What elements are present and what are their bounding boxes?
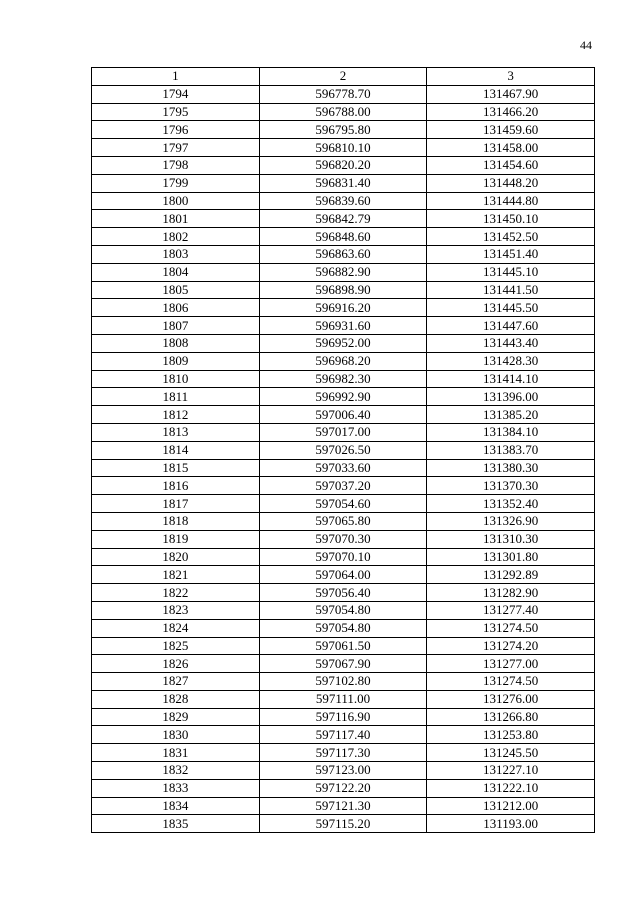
- point-number-cell: 1802: [92, 228, 260, 246]
- y-coordinate-cell: 131310.30: [427, 530, 595, 548]
- y-coordinate-cell: 131212.00: [427, 797, 595, 815]
- x-coordinate-cell: 596848.60: [259, 228, 427, 246]
- y-coordinate-cell: 131380.30: [427, 459, 595, 477]
- point-number-cell: 1801: [92, 210, 260, 228]
- y-coordinate-cell: 131383.70: [427, 441, 595, 459]
- table-row: [92, 299, 595, 317]
- x-coordinate-cell: 597064.00: [259, 566, 427, 584]
- y-coordinate-cell: 131222.10: [427, 779, 595, 797]
- column-header-3: 3: [427, 68, 595, 86]
- x-coordinate-cell: 596778.70: [259, 85, 427, 103]
- point-number-cell: 1808: [92, 334, 260, 352]
- table-row: [92, 406, 595, 424]
- point-number-cell: 1812: [92, 406, 260, 424]
- x-coordinate-cell: 597054.80: [259, 601, 427, 619]
- x-coordinate-cell: 597117.30: [259, 744, 427, 762]
- x-coordinate-cell: 597111.00: [259, 690, 427, 708]
- point-number-cell: 1816: [92, 477, 260, 495]
- x-coordinate-cell: 597061.50: [259, 637, 427, 655]
- table-row: [92, 726, 595, 744]
- y-coordinate-cell: 131274.20: [427, 637, 595, 655]
- point-number-cell: 1818: [92, 512, 260, 530]
- y-coordinate-cell: 131326.90: [427, 512, 595, 530]
- x-coordinate-cell: 596842.79: [259, 210, 427, 228]
- x-coordinate-cell: 596810.10: [259, 139, 427, 157]
- table-header-row: [92, 68, 595, 86]
- table-row: [92, 619, 595, 637]
- point-number-cell: 1821: [92, 566, 260, 584]
- table-row: [92, 441, 595, 459]
- point-number-cell: 1832: [92, 762, 260, 780]
- table-row: [92, 423, 595, 441]
- table-row: [92, 708, 595, 726]
- table-row: [92, 103, 595, 121]
- y-coordinate-cell: 131274.50: [427, 619, 595, 637]
- y-coordinate-cell: 131441.50: [427, 281, 595, 299]
- x-coordinate-cell: 597037.20: [259, 477, 427, 495]
- point-number-cell: 1814: [92, 441, 260, 459]
- table-row: [92, 370, 595, 388]
- y-coordinate-cell: 131445.50: [427, 299, 595, 317]
- y-coordinate-cell: 131414.10: [427, 370, 595, 388]
- x-coordinate-cell: 597123.00: [259, 762, 427, 780]
- point-number-cell: 1805: [92, 281, 260, 299]
- table-row: [92, 281, 595, 299]
- point-number-cell: 1828: [92, 690, 260, 708]
- table-row: [92, 548, 595, 566]
- point-number-cell: 1809: [92, 352, 260, 370]
- y-coordinate-cell: 131274.50: [427, 673, 595, 691]
- y-coordinate-cell: 131459.60: [427, 121, 595, 139]
- point-number-cell: 1795: [92, 103, 260, 121]
- x-coordinate-cell: 596795.80: [259, 121, 427, 139]
- x-coordinate-cell: 597026.50: [259, 441, 427, 459]
- y-coordinate-cell: 131444.80: [427, 192, 595, 210]
- x-coordinate-cell: 597115.20: [259, 815, 427, 833]
- table-row: [92, 655, 595, 673]
- point-number-cell: 1810: [92, 370, 260, 388]
- y-coordinate-cell: 131450.10: [427, 210, 595, 228]
- point-number-cell: 1806: [92, 299, 260, 317]
- table-row: [92, 334, 595, 352]
- x-coordinate-cell: 597033.60: [259, 459, 427, 477]
- y-coordinate-cell: 131466.20: [427, 103, 595, 121]
- table-row: [92, 245, 595, 263]
- point-number-cell: 1798: [92, 156, 260, 174]
- point-number-cell: 1834: [92, 797, 260, 815]
- y-coordinate-cell: 131385.20: [427, 406, 595, 424]
- point-number-cell: 1815: [92, 459, 260, 477]
- table-row: [92, 690, 595, 708]
- table-row: [92, 139, 595, 157]
- table-row: [92, 156, 595, 174]
- table-row: [92, 797, 595, 815]
- x-coordinate-cell: 596788.00: [259, 103, 427, 121]
- x-coordinate-cell: 596882.90: [259, 263, 427, 281]
- y-coordinate-cell: 131454.60: [427, 156, 595, 174]
- table-row: [92, 192, 595, 210]
- point-number-cell: 1827: [92, 673, 260, 691]
- x-coordinate-cell: 597006.40: [259, 406, 427, 424]
- y-coordinate-cell: 131370.30: [427, 477, 595, 495]
- y-coordinate-cell: 131451.40: [427, 245, 595, 263]
- table-row: [92, 512, 595, 530]
- x-coordinate-cell: 596863.60: [259, 245, 427, 263]
- point-number-cell: 1826: [92, 655, 260, 673]
- y-coordinate-cell: 131448.20: [427, 174, 595, 192]
- point-number-cell: 1823: [92, 601, 260, 619]
- table-row: [92, 85, 595, 103]
- table-row: [92, 673, 595, 691]
- point-number-cell: 1817: [92, 495, 260, 513]
- y-coordinate-cell: 131352.40: [427, 495, 595, 513]
- x-coordinate-cell: 597116.90: [259, 708, 427, 726]
- point-number-cell: 1799: [92, 174, 260, 192]
- x-coordinate-cell: 597121.30: [259, 797, 427, 815]
- point-number-cell: 1824: [92, 619, 260, 637]
- x-coordinate-cell: 597070.10: [259, 548, 427, 566]
- table-row: [92, 228, 595, 246]
- point-number-cell: 1833: [92, 779, 260, 797]
- x-coordinate-cell: 596820.20: [259, 156, 427, 174]
- y-coordinate-cell: 131277.00: [427, 655, 595, 673]
- y-coordinate-cell: 131193.00: [427, 815, 595, 833]
- table-row: [92, 174, 595, 192]
- y-coordinate-cell: 131428.30: [427, 352, 595, 370]
- point-number-cell: 1794: [92, 85, 260, 103]
- point-number-cell: 1813: [92, 423, 260, 441]
- table-row: [92, 637, 595, 655]
- table-row: [92, 566, 595, 584]
- point-number-cell: 1819: [92, 530, 260, 548]
- point-number-cell: 1822: [92, 584, 260, 602]
- table-row: [92, 121, 595, 139]
- x-coordinate-cell: 597054.60: [259, 495, 427, 513]
- point-number-cell: 1804: [92, 263, 260, 281]
- x-coordinate-cell: 597067.90: [259, 655, 427, 673]
- x-coordinate-cell: 597056.40: [259, 584, 427, 602]
- x-coordinate-cell: 597065.80: [259, 512, 427, 530]
- column-header-2: 2: [259, 68, 427, 86]
- y-coordinate-cell: 131447.60: [427, 317, 595, 335]
- x-coordinate-cell: 596992.90: [259, 388, 427, 406]
- table-row: [92, 744, 595, 762]
- table-row: [92, 352, 595, 370]
- x-coordinate-cell: 597102.80: [259, 673, 427, 691]
- x-coordinate-cell: 596968.20: [259, 352, 427, 370]
- y-coordinate-cell: 131458.00: [427, 139, 595, 157]
- table-body: [92, 85, 595, 832]
- x-coordinate-cell: 596831.40: [259, 174, 427, 192]
- table-row: [92, 815, 595, 833]
- x-coordinate-cell: 597017.00: [259, 423, 427, 441]
- point-number-cell: 1796: [92, 121, 260, 139]
- column-header-1: 1: [92, 68, 260, 86]
- y-coordinate-cell: 131445.10: [427, 263, 595, 281]
- point-number-cell: 1807: [92, 317, 260, 335]
- table-row: [92, 459, 595, 477]
- x-coordinate-cell: 596898.90: [259, 281, 427, 299]
- table-row: [92, 530, 595, 548]
- y-coordinate-cell: 131443.40: [427, 334, 595, 352]
- x-coordinate-cell: 597070.30: [259, 530, 427, 548]
- point-number-cell: 1820: [92, 548, 260, 566]
- table-row: [92, 317, 595, 335]
- point-number-cell: 1829: [92, 708, 260, 726]
- y-coordinate-cell: 131452.50: [427, 228, 595, 246]
- point-number-cell: 1825: [92, 637, 260, 655]
- x-coordinate-cell: 597117.40: [259, 726, 427, 744]
- y-coordinate-cell: 131282.90: [427, 584, 595, 602]
- y-coordinate-cell: 131266.80: [427, 708, 595, 726]
- point-number-cell: 1831: [92, 744, 260, 762]
- point-number-cell: 1830: [92, 726, 260, 744]
- x-coordinate-cell: 596916.20: [259, 299, 427, 317]
- y-coordinate-cell: 131245.50: [427, 744, 595, 762]
- y-coordinate-cell: 131384.10: [427, 423, 595, 441]
- table-row: [92, 495, 595, 513]
- y-coordinate-cell: 131227.10: [427, 762, 595, 780]
- table-row: [92, 762, 595, 780]
- y-coordinate-cell: 131292.89: [427, 566, 595, 584]
- y-coordinate-cell: 131276.00: [427, 690, 595, 708]
- x-coordinate-cell: 596952.00: [259, 334, 427, 352]
- y-coordinate-cell: 131467.90: [427, 85, 595, 103]
- x-coordinate-cell: 596982.30: [259, 370, 427, 388]
- point-number-cell: 1811: [92, 388, 260, 406]
- page-number: 44: [580, 38, 592, 52]
- point-number-cell: 1835: [92, 815, 260, 833]
- table-row: [92, 779, 595, 797]
- y-coordinate-cell: 131396.00: [427, 388, 595, 406]
- table-row: [92, 263, 595, 281]
- y-coordinate-cell: 131277.40: [427, 601, 595, 619]
- coordinates-table: [91, 67, 595, 833]
- table-row: [92, 477, 595, 495]
- x-coordinate-cell: 596839.60: [259, 192, 427, 210]
- table-row: [92, 210, 595, 228]
- point-number-cell: 1800: [92, 192, 260, 210]
- table-row: [92, 388, 595, 406]
- point-number-cell: 1803: [92, 245, 260, 263]
- y-coordinate-cell: 131253.80: [427, 726, 595, 744]
- y-coordinate-cell: 131301.80: [427, 548, 595, 566]
- table-row: [92, 584, 595, 602]
- point-number-cell: 1797: [92, 139, 260, 157]
- table-row: [92, 601, 595, 619]
- x-coordinate-cell: 597054.80: [259, 619, 427, 637]
- x-coordinate-cell: 596931.60: [259, 317, 427, 335]
- x-coordinate-cell: 597122.20: [259, 779, 427, 797]
